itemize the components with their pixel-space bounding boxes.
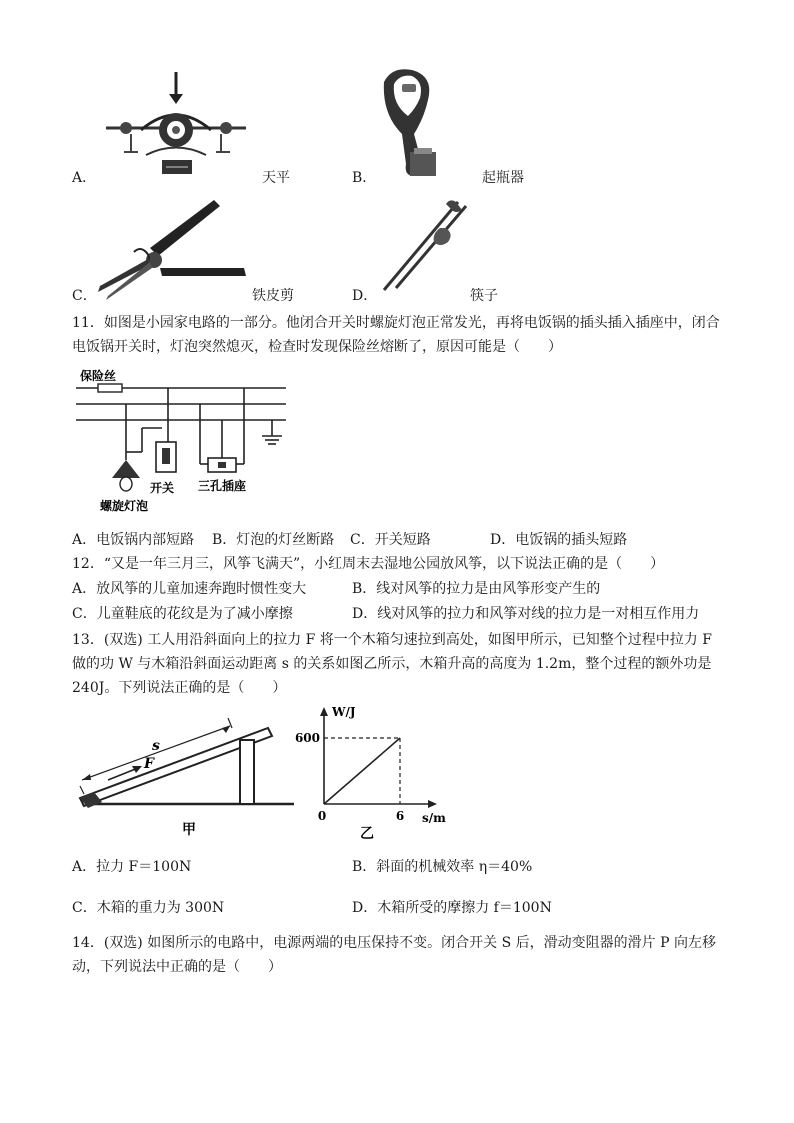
q11-stem-line1: 11．如图是小园家电路的一部分。他闭合开关时螺旋灯泡正常发光，再将电饭锅的插头插入插座中，闭合 bbox=[72, 315, 720, 331]
label-s: s bbox=[152, 738, 160, 754]
q14-stem-line1: 14．(双选) 如图所示的电路中，电源两端的电压保持不变。闭合开关 S 后，滑动变阻器的滑片 P 向左移 bbox=[72, 935, 716, 951]
q14-stem bbox=[72, 931, 724, 979]
q11-stem bbox=[72, 311, 724, 359]
q11-option-a: A．电饭锅内部短路 bbox=[72, 532, 195, 548]
switch-label: 开关 bbox=[150, 481, 175, 495]
q12-option-c: C．儿童鞋底的花纹是为了减小摩擦 bbox=[72, 606, 293, 622]
q11-stem-line2: 电饭锅开关时，灯泡突然熄灭，检查时发现保险丝熔断了，原因可能是（ ） bbox=[72, 339, 562, 355]
option-b-label: 起瓶器 bbox=[482, 170, 524, 186]
bulb-label: 螺旋灯泡 bbox=[100, 499, 149, 513]
q13-stem-line2: 做的功 W 与木箱沿斜面运动距离 s 的关系如图乙所示，木箱升高的高度为 1.2m，整个过程的额外功是 bbox=[72, 656, 712, 672]
option-c-letter: C． bbox=[72, 288, 97, 304]
origin-label: 0 bbox=[317, 809, 327, 823]
option-b-letter: B． bbox=[352, 170, 377, 186]
support-post bbox=[240, 740, 254, 804]
series-line bbox=[324, 738, 400, 804]
q11-option-d: D．电饭锅的插头短路 bbox=[490, 532, 628, 548]
option-d-label: 筷子 bbox=[470, 288, 498, 304]
q14-stem-line2: 动，下列说法中正确的是（ ） bbox=[72, 959, 282, 975]
q12-stem: 12．“又是一年三月三，风筝飞满天”，小红周末去湿地公园放风筝，以下说法正确的是（ ） bbox=[72, 556, 665, 572]
q13-option-c: C．木箱的重力为 300N bbox=[72, 900, 225, 916]
q13-option-a: A．拉力 F＝100N bbox=[72, 859, 192, 875]
option-a-label: 天平 bbox=[262, 170, 290, 186]
balance-image bbox=[96, 70, 256, 180]
y-axis-label: W/J bbox=[332, 705, 356, 719]
q13-option-b: B．斜面的机械效率 η＝40% bbox=[352, 859, 533, 875]
bottle-opener-image bbox=[372, 64, 462, 184]
q12-option-a: A．放风筝的儿童加速奔跑时惯性变大 bbox=[72, 581, 307, 597]
option-a-letter: A． bbox=[72, 170, 97, 186]
fuse-label: 保险丝 bbox=[80, 369, 117, 383]
option-c-label: 铁皮剪 bbox=[252, 288, 294, 304]
label-f: F bbox=[144, 756, 154, 772]
q11-option-b: B．灯泡的灯丝断路 bbox=[212, 532, 335, 548]
caption-yi: 乙 bbox=[360, 826, 374, 842]
bulb-icon bbox=[120, 477, 132, 491]
caption-jia: 甲 bbox=[182, 822, 196, 838]
incline-figure bbox=[72, 706, 302, 842]
bulb-lampshade bbox=[112, 460, 140, 478]
q13-stem bbox=[72, 628, 724, 700]
y-tick-label: 600 bbox=[294, 731, 320, 745]
q13-option-d: D．木箱所受的摩擦力 f＝100N bbox=[352, 900, 552, 916]
q11-circuit-diagram bbox=[72, 368, 302, 518]
tin-snips-image bbox=[94, 196, 254, 304]
q13-stem-line3: 240J。下列说法正确的是（ ） bbox=[72, 680, 287, 696]
x-axis-label: s/m bbox=[422, 811, 446, 825]
x-axis-arrow bbox=[428, 800, 437, 808]
y-axis-arrow bbox=[320, 707, 328, 716]
q12-option-b: B．线对风筝的拉力是由风筝形变产生的 bbox=[352, 581, 601, 597]
fuse-symbol bbox=[98, 384, 122, 392]
chopsticks-image bbox=[374, 194, 474, 294]
socket-label: 三孔插座 bbox=[198, 479, 247, 493]
option-d-letter: D． bbox=[352, 288, 378, 304]
x-tick-label: 6 bbox=[395, 809, 405, 823]
q12-option-d: D．线对风筝的拉力和风筝对线的拉力是一对相互作用力 bbox=[352, 606, 700, 622]
q11-option-c: C．开关短路 bbox=[350, 532, 431, 548]
q13-stem-line1: 13．(双选) 工人用沿斜面向上的拉力 F 将一个木箱匀速拉到高处，如图甲所示，已知整个过程中拉力 F bbox=[72, 632, 712, 648]
work-distance-chart bbox=[294, 704, 464, 844]
